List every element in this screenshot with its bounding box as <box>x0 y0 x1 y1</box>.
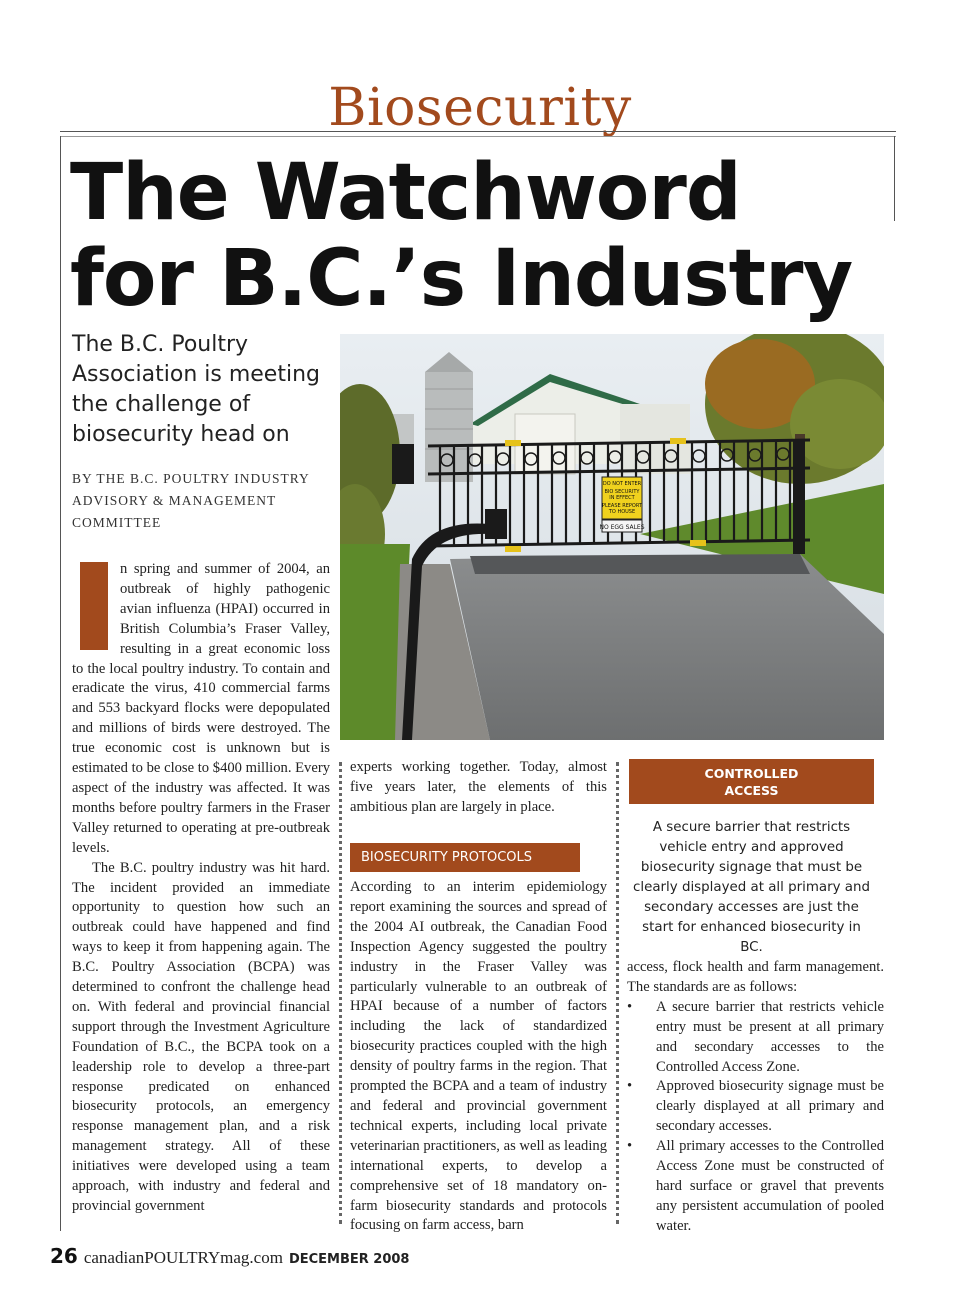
farm-gate-photo <box>340 334 884 740</box>
body-paragraph-3: experts working together. Today, almost five years later, the elements of this ambitious plan are largely in place. <box>350 759 607 815</box>
body-paragraph-4: According to an interim epidemiology report examining the sources and spread of the 2004 AI outbreak, the Canadian Food Inspection Agency suggested the poultry industry in the Fraser Valley was particularly vulnerable to an outbreak of HPAI because of a number of factors including the lack of standardized biosecurity practices coupled with the high density of poultry farms in the region. That prompted the BCPA and a team of industry and federal and provincial government technical experts, including local private veterinarian practitioners, as well as leading international experts, to develop a comprehensive set of 18 mandatory on-farm biosecurity standards and protocols focusing on farm access, barn <box>350 879 607 1234</box>
page-number: 26 <box>50 1244 78 1268</box>
bullet-marker: • <box>627 1078 633 1095</box>
top-rule <box>60 131 896 132</box>
column-divider-2 <box>616 762 619 1224</box>
list-item <box>627 1077 884 1137</box>
no-egg-sales-sign: NO EGG SALES <box>599 524 645 531</box>
drop-cap <box>80 562 108 650</box>
callout-heading <box>629 759 874 804</box>
gate-sign-line-4: PLEASE REPORT <box>601 503 643 509</box>
article-byline: BY THE B.C. POULTRY INDUSTRY ADVISORY & MANAGEMENT COMMITTEE <box>72 471 310 530</box>
body-paragraph-2: The B.C. poultry industry was hit hard. The incident provided an immediate opportunity to question how such an outbreak could have happened and find ways to keep it from happening again. The B.C. Poultry Association (BCPA) was determined to confront the challenge head on. With federal and provincial financial support through the Investment Agriculture Foundation of B.C., the BCPA took on a leadership role to develop a three-part response predicated on enhanced biosecurity protocols, an emergency response management plan, and a risk management strategy. All of these initiatives were developed using a team approach, with industry and federal and provincial government <box>72 859 330 1214</box>
bullet-marker: • <box>627 998 633 1015</box>
body-paragraph-5: access, flock health and farm management. The standards are as follows: <box>627 959 884 995</box>
page-footer <box>50 1244 409 1268</box>
body-paragraph-1: n spring and summer of 2004, an outbreak of highly pathogenic avian influenza (HPAI) occurred in British Columbia’s Fraser Valley, resulting in a great economic loss to the local poultry industry. To contain and eradicate the virus, 410 commercial farms and 553 backyard flocks were depopulated and millions of birds were destroyed. The true economic cost is unknown but is estimated to be close to $400 million. Every aspect of the industry was affected. It was months before poultry farmers in the Fraser Valley returned to operating at pre-outbreak levels. <box>72 561 330 856</box>
top-rule-inner <box>60 136 896 137</box>
list-item-text: Approved biosecurity signage must be clearly displayed at all primary and secondary accesses. <box>656 1078 884 1135</box>
bullet-marker: • <box>627 1138 633 1155</box>
article-deck: The B.C. Poultry Association is meeting the challenge of biosecurity head on <box>72 332 320 447</box>
standards-list <box>627 998 884 1237</box>
list-item <box>627 998 884 1078</box>
list-item <box>627 1137 884 1237</box>
biosecurity-protocols-heading: BIOSECURITY PROTOCOLS <box>350 843 580 872</box>
gate-sign-line-5: TO HOUSE <box>608 509 636 515</box>
footer-site-link[interactable]: canadianPOULTRYmag.com <box>83 1248 283 1267</box>
column-divider-1 <box>339 762 342 1224</box>
article-headline <box>70 150 870 322</box>
body-column-3 <box>627 958 884 1237</box>
body-column-1 <box>72 560 330 1217</box>
gate-sign-line-3: IN EFFECT <box>609 495 635 501</box>
section-title: Biosecurity <box>328 78 632 138</box>
gate-sign-line-1: DO NOT ENTER <box>602 481 642 487</box>
footer-date: DECEMBER 2008 <box>288 1252 410 1267</box>
headline-line-2: for B.C.’s Industry <box>70 234 853 324</box>
list-item-text: All primary accesses to the Controlled Access Zone must be constructed of hard surface or gravel that prevents any persistent accumulation of pooled water. <box>656 1138 884 1234</box>
body-column-2-continued <box>350 878 607 1236</box>
left-frame-rule <box>60 136 61 1231</box>
list-item-text: A secure barrier that restricts vehicle entry must be present at all primary and secondary accesses to the Controlled Access Zone. <box>656 998 884 1075</box>
callout-heading-line-1: CONTROLLED <box>704 766 799 781</box>
headline-line-1: The Watchword <box>70 148 741 238</box>
body-column-2 <box>350 758 607 818</box>
callout-text: A secure barrier that restricts vehicle entry and approved biosecurity signage that must be clearly displayed at all primary and secondary accesses are just the start for enhanced biosecurity in BC. <box>633 820 870 955</box>
gate-sign-line-2: BIO SECURITY <box>604 489 640 495</box>
callout-heading-line-2: ACCESS <box>724 783 779 798</box>
right-frame-rule <box>894 136 895 221</box>
